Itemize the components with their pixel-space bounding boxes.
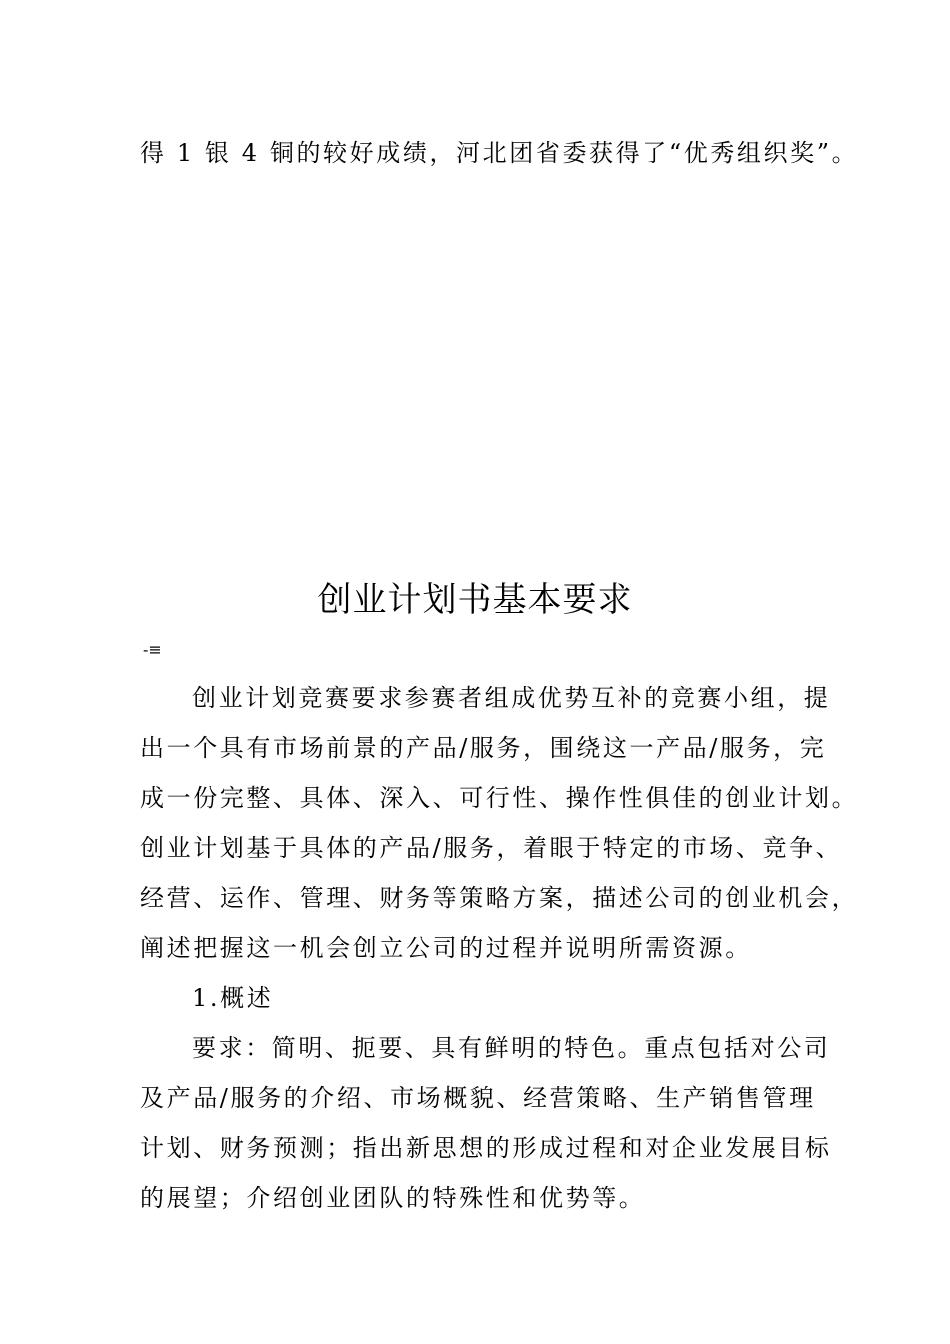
paragraph-line: 创业计划基于具体的产品/服务，着眼于特定的市场、竞争、	[140, 834, 843, 862]
paragraph-line: 阐述把握这一机会创立公司的过程并说明所需资源。	[140, 934, 752, 962]
paragraph-line: 创业计划竞赛要求参赛者组成优势互补的竞赛小组，提	[192, 684, 831, 712]
document-title: 创业计划书基本要求	[317, 580, 633, 620]
paragraph-line: 计划、财务预测；指出新思想的形成过程和对企业发展目标	[140, 1134, 832, 1162]
paragraph-line: 及产品/服务的介绍、市场概貌、经营策略、生产销售管理	[140, 1084, 816, 1112]
paragraph-line: 经营、运作、管理、财务等策略方案，描述公司的创业机会，	[140, 884, 859, 912]
section-heading: 1.概述	[192, 984, 274, 1012]
paragraph-line: 得 1 银 4 铜的较好成绩，河北团省委获得了“优秀组织奖”。	[140, 139, 859, 167]
paragraph-line: 出一个具有市场前景的产品/服务，围绕这一产品/服务，完	[140, 734, 827, 762]
paragraph-line: 要求：简明、扼要、具有鲜明的特色。重点包括对公司	[192, 1034, 831, 1062]
paragraph-line: 的展望；介绍创业团队的特殊性和优势等。	[140, 1184, 646, 1212]
paragraph-line: 成一份完整、具体、深入、可行性、操作性俱佳的创业计划。	[140, 784, 859, 812]
stray-mark: -≡	[143, 640, 162, 659]
